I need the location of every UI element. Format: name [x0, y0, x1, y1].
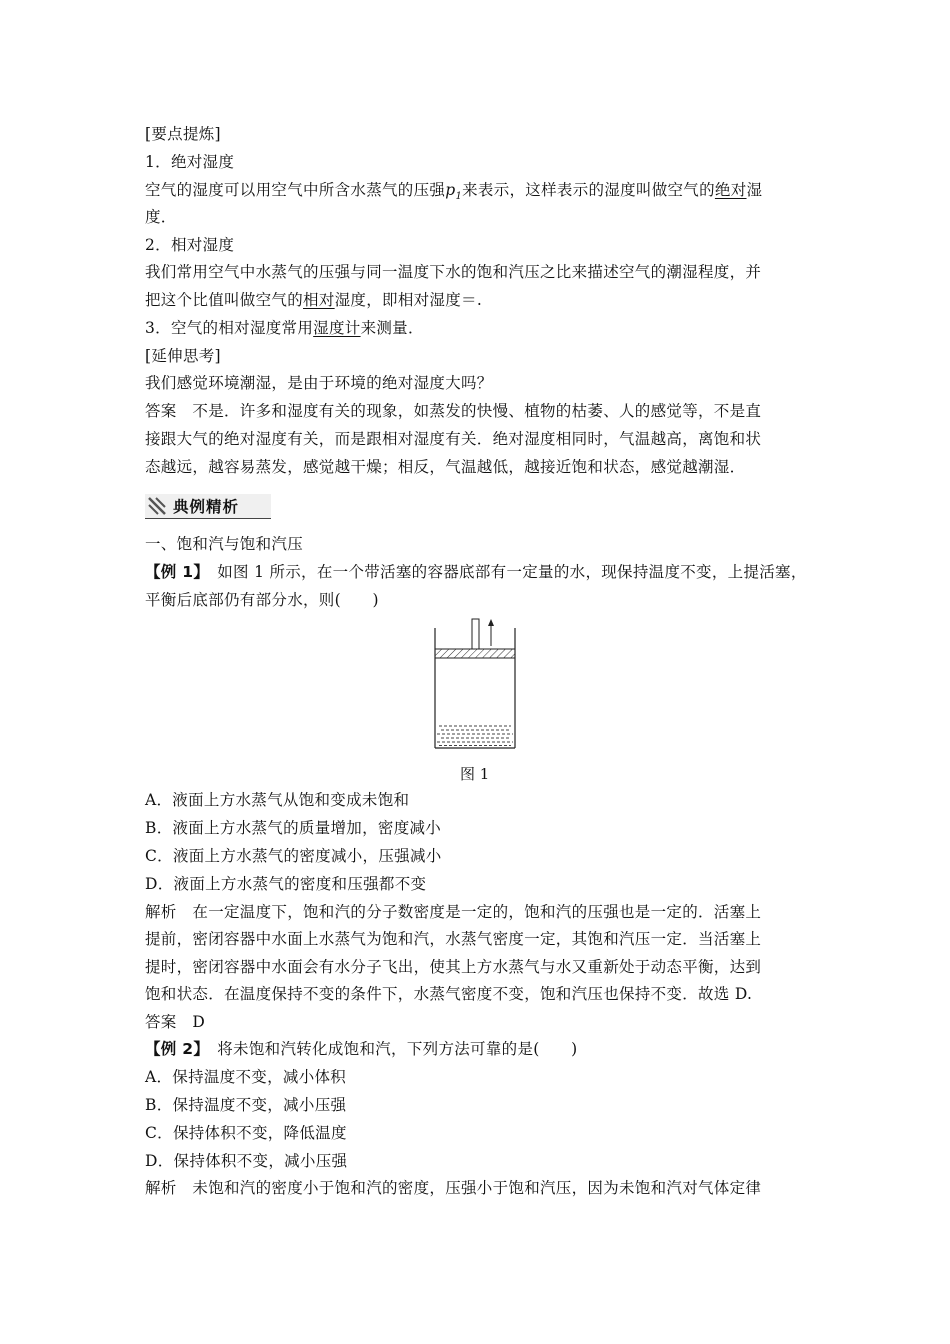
item3-text-a: 3．空气的相对湿度常用: [145, 319, 314, 337]
diagonal-stripes-icon: [147, 496, 167, 516]
figure-caption: 图 1: [460, 765, 490, 783]
example1-analysis-line1: 解析 在一定温度下，饱和汽的分子数密度是一定的，饱和汽的压强也是一定的．活塞上: [145, 903, 762, 921]
example1-option-c: C．液面上方水蒸气的密度减小，压强减小: [145, 847, 442, 865]
example2-option-b: B．保持温度不变，减小压强: [145, 1096, 347, 1114]
example2-option-d: D．保持体积不变，减小压强: [145, 1152, 348, 1170]
item1-text-c: 湿: [746, 181, 763, 199]
symbol-p1: $p_1$: [445, 181, 463, 203]
item1-text-a: 空气的湿度可以用空气中所含水蒸气的压强: [145, 181, 446, 199]
example1-stem-text: 如图 1 所示，在一个带活塞的容器底部有一定量的水，现保持温度不变，上提活塞，: [201, 563, 807, 581]
item2-text-a: 把这个比值叫做空气的: [145, 291, 304, 309]
piston-rod: [472, 619, 479, 649]
example1-analysis-line3: 提时，密闭容器中水面会有水分子飞出，使其上方水蒸气与水又重新处于动态平衡，达到: [145, 958, 762, 976]
example1-option-b: B．液面上方水蒸气的质量增加，密度减小: [145, 819, 442, 837]
subsection-title: 一、饱和汽与饱和汽压: [145, 535, 304, 553]
example1-analysis-line2: 提前，密闭容器中水面上水蒸气为饱和汽，水蒸气密度一定，其饱和汽压一定．当活塞上: [145, 930, 762, 948]
item1-title: 1．绝对湿度: [145, 153, 235, 171]
extend-answer-line2: 接跟大气的绝对湿度有关，而是跟相对湿度有关．绝对湿度相同时，气温越高，离饱和状: [145, 430, 762, 448]
extend-question: 我们感觉环境潮湿，是由于环境的绝对湿度大吗？: [145, 374, 493, 392]
item1-underline-answer: 绝对: [714, 181, 747, 199]
example1-option-a: A．液面上方水蒸气从饱和变成未饱和: [145, 791, 410, 809]
example1-analysis-line4: 饱和状态．在温度保持不变的条件下，水蒸气密度不变，饱和汽压也保持不变．故选 D.: [145, 985, 753, 1003]
example1-tag: 【例 1】: [145, 563, 202, 581]
example2-stem-text: 将未饱和汽转化成饱和汽，下列方法可靠的是( ): [201, 1040, 578, 1058]
item3-text-b: 来测量．: [360, 319, 424, 337]
item3-line: [145, 318, 825, 338]
example2-tag: 【例 2】: [145, 1040, 202, 1058]
points-heading: [要点提炼]: [145, 125, 221, 143]
section-header: [145, 494, 271, 519]
item2-underline-answer: 相对: [303, 291, 335, 309]
example1-stem-line1: [145, 562, 825, 582]
example2-analysis-line1: 解析 未饱和汽的密度小于饱和汽的密度，压强小于饱和汽压，因为未饱和汽对气体定律: [145, 1179, 762, 1197]
item2-line1: 我们常用空气中水蒸气的压强与同一温度下水的饱和汽压之比来描述空气的潮湿程度，并: [145, 263, 762, 281]
item1-text-b: 来表示，这样表示的湿度叫做空气的: [462, 181, 715, 199]
example1-option-d: D．液面上方水蒸气的密度和压强都不变: [145, 875, 427, 893]
item2-text-b: 湿度，即相对湿度＝.: [334, 291, 483, 309]
example1-stem-line2: 平衡后底部仍有部分水，则( ): [145, 591, 379, 609]
item2-title: 2．相对湿度: [145, 236, 235, 254]
example1-answer: 答案 D: [145, 1013, 206, 1031]
example2-option-c: C．保持体积不变，降低温度: [145, 1124, 347, 1142]
item2-line2: [145, 290, 825, 310]
extend-answer-line3: 态越远，越容易蒸发，感觉越干燥；相反，气温越低，越接近饱和状态，感觉越潮湿．: [145, 458, 746, 476]
item3-underline-answer: 湿度计: [313, 319, 361, 337]
item1-line1: [145, 180, 825, 207]
example2-stem: [145, 1039, 825, 1059]
section-title: 典例精析: [173, 498, 240, 516]
extend-answer-line1: 答案 不是．许多和湿度有关的现象，如蒸发的快慢、植物的枯萎、人的感觉等，不是直: [145, 402, 762, 420]
piston: [435, 649, 515, 658]
example2-option-a: A．保持温度不变，减小体积: [145, 1068, 347, 1086]
water-surface: [437, 726, 513, 746]
piston-container-figure: [425, 616, 525, 756]
up-arrow-icon: [488, 619, 494, 626]
item1-line2: 度．: [145, 208, 177, 226]
extend-heading: [延伸思考]: [145, 347, 221, 365]
